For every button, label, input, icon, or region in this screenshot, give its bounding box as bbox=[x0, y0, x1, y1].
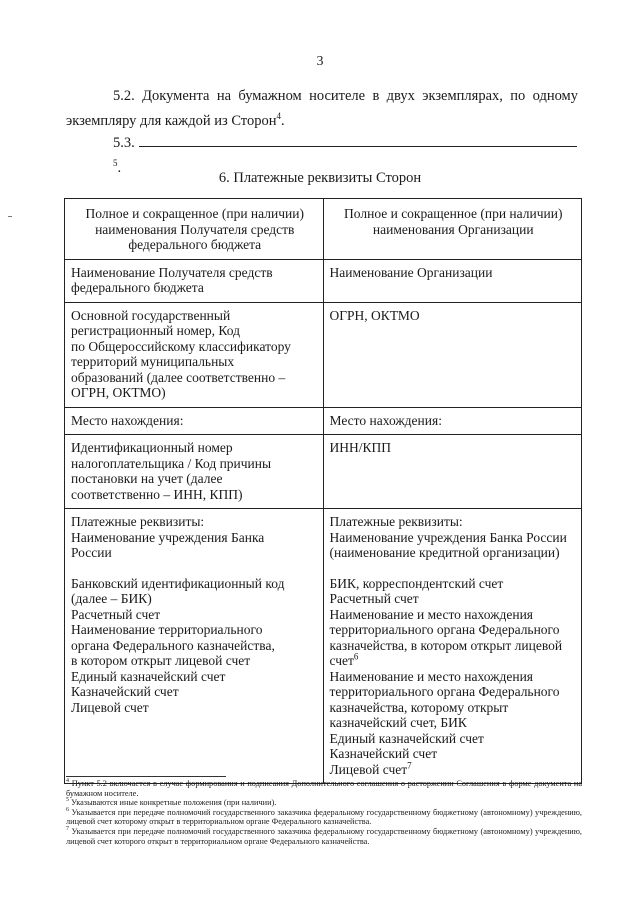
cell-line: Банковский идентификационный код bbox=[71, 575, 285, 591]
cell-line: по Общероссийскому классификатору bbox=[71, 338, 291, 354]
cell-line: Лицевой счет bbox=[71, 699, 149, 715]
cell-line: ОГРН, ОКТМО bbox=[329, 307, 420, 323]
cell-line: Наименование учреждения Банка bbox=[71, 529, 265, 545]
footnote-ref-6: 6 bbox=[353, 651, 359, 662]
footnote-mark: 5 bbox=[66, 797, 69, 804]
cell-line: БИК, корреспондентский счет bbox=[329, 575, 504, 591]
cell-recipient-address bbox=[65, 407, 324, 435]
footnote-ref-5: 5 bbox=[113, 158, 118, 169]
cell-line: казначейский счет, БИК bbox=[329, 715, 467, 730]
cell-line: Идентификационный номер bbox=[71, 440, 233, 455]
footnote-5 bbox=[66, 798, 582, 808]
cell-recipient-bank bbox=[65, 509, 324, 784]
footnotes bbox=[66, 779, 582, 846]
cell-line: образований (далее соответственно – bbox=[71, 369, 286, 385]
cell-line: Платежные реквизиты: bbox=[71, 514, 205, 529]
cell-line: Место нахождения: bbox=[71, 412, 184, 428]
clause-5-2-line1: 5.2. Документа на бумажном носителе в двух экземплярах, по одному bbox=[113, 88, 578, 104]
cell-line: постановки на учет (далее bbox=[71, 471, 223, 486]
cell-line: Казначейский счет bbox=[71, 684, 179, 699]
cell-line: Единый казначейский счет bbox=[329, 730, 484, 746]
cell-line: Наименование и место нахождения bbox=[329, 606, 534, 622]
cell-line: территориального органа Федерального bbox=[329, 684, 560, 699]
cell-line: России bbox=[71, 545, 112, 560]
cell-line: территориального органа Федерального bbox=[329, 622, 560, 637]
cell-organization-bank bbox=[323, 509, 582, 784]
footnote-mark: 7 bbox=[66, 826, 69, 833]
cell-line: Расчетный счет bbox=[71, 606, 161, 622]
cell-line: федерального бюджета bbox=[71, 280, 204, 295]
cell-line: регистрационный номер, Код bbox=[71, 323, 240, 338]
account-text: счет bbox=[329, 653, 354, 668]
spacer bbox=[71, 561, 319, 576]
cell-line: Основной государственный bbox=[71, 307, 231, 323]
cell-line: соответственно – ИНН, КПП) bbox=[71, 486, 243, 502]
clause-5-3-label: 5.3. bbox=[113, 135, 135, 151]
footnote-separator bbox=[66, 776, 226, 777]
table-header-row bbox=[65, 199, 582, 260]
personal-account-text: Лицевой счет bbox=[329, 761, 408, 777]
cell-line: территорий муниципальных bbox=[71, 354, 235, 369]
footnote-mark: 6 bbox=[66, 807, 69, 814]
footnote-mark: 4 bbox=[66, 778, 69, 785]
header-organization bbox=[323, 199, 582, 260]
footnote-text: Пункт 5.2 включается в случае формирования и подписания Дополнительного соглашения о расторжении Соглашения в форме документа на бумажном носителе. bbox=[66, 779, 583, 798]
cell-line: Единый казначейский счет bbox=[71, 668, 226, 684]
cell-line: Наименование территориального bbox=[71, 622, 263, 637]
page-number: 3 bbox=[316, 54, 324, 69]
cell-recipient-inn bbox=[65, 435, 324, 509]
footnote-4 bbox=[66, 779, 582, 798]
cell-line bbox=[330, 762, 578, 778]
table-row bbox=[65, 302, 582, 407]
cell-line: наименования Получателя средств bbox=[95, 221, 295, 237]
cell-line: (наименование кредитной организации) bbox=[329, 545, 560, 560]
cell-organization-name bbox=[323, 259, 582, 302]
cell-line: (далее – БИК) bbox=[71, 591, 152, 606]
table-row bbox=[65, 259, 582, 302]
clause-5-2-text: экземпляру для каждой из Сторон bbox=[66, 113, 277, 129]
cell-recipient-ogrn bbox=[65, 302, 324, 407]
cell-line: налогоплательщика / Код причины bbox=[71, 455, 272, 471]
cell-line: в котором открыт лицевой счет bbox=[71, 653, 251, 668]
cell-line: Расчетный счет bbox=[329, 591, 419, 606]
margin-mark bbox=[8, 216, 12, 217]
cell-organization-address bbox=[323, 407, 582, 435]
cell-line: Полное и сокращенное (при наличии) bbox=[344, 206, 563, 221]
table-row bbox=[65, 435, 582, 509]
cell-organization-inn bbox=[323, 435, 582, 509]
spacer bbox=[330, 561, 578, 576]
cell-line bbox=[330, 653, 578, 669]
cell-line: Наименование Получателя средств bbox=[71, 264, 273, 280]
footnote-7 bbox=[66, 827, 582, 846]
section-title: 6. Платежные реквизиты Сторон bbox=[218, 170, 422, 186]
cell-line: федерального бюджета bbox=[128, 237, 262, 252]
cell-line: органа Федерального казначейства, bbox=[71, 637, 275, 653]
payment-details-table bbox=[64, 198, 582, 784]
footnote-text: Указывается при передаче полномочий государственного заказчика федеральному государственному бюджетному (автономному) учреждению, лицевой счет которого открыт в территориальном органе Федерального казначейства. bbox=[66, 826, 582, 846]
cell-line: Наименование Организации bbox=[329, 264, 493, 280]
clause-5-2-end: . bbox=[280, 113, 285, 129]
cell-recipient-name bbox=[65, 259, 324, 302]
table-row bbox=[65, 407, 582, 435]
cell-line: Казначейский счет bbox=[329, 746, 438, 761]
cell-line: наименования Организации bbox=[372, 221, 534, 237]
footnote-6 bbox=[66, 808, 582, 827]
cell-line: Полное и сокращенное (при наличии) bbox=[85, 206, 304, 221]
cell-organization-ogrn bbox=[323, 302, 582, 407]
header-recipient bbox=[65, 199, 324, 260]
cell-line: Место нахождения: bbox=[329, 412, 442, 428]
footnote-ref-7: 7 bbox=[407, 760, 412, 770]
blank-line bbox=[139, 131, 577, 147]
cell-line: Наименование учреждения Банка России bbox=[329, 529, 567, 545]
footnote-ref-4: 4 bbox=[276, 111, 281, 122]
cell-line: Наименование и место нахождения bbox=[329, 668, 534, 684]
table-row bbox=[65, 509, 582, 784]
cell-line: ИНН/КПП bbox=[329, 440, 392, 455]
footnote-text: Указываются иные конкретные положения (при наличии). bbox=[71, 798, 277, 808]
cell-line: ОГРН, ОКТМО) bbox=[71, 385, 166, 400]
clause-5-3-end: . bbox=[117, 160, 122, 176]
footnote-text: Указывается при передаче полномочий государственного заказчика федеральному государственному бюджетному (автономному) учреждению, лицевой счет которому открыт в территориальном органе Федерального казначейства. bbox=[66, 807, 582, 827]
cell-line: казначейства, в котором открыт лицевой bbox=[329, 637, 563, 653]
cell-line: Платежные реквизиты: bbox=[329, 514, 463, 529]
cell-line: казначейства, которому открыт bbox=[329, 699, 509, 715]
